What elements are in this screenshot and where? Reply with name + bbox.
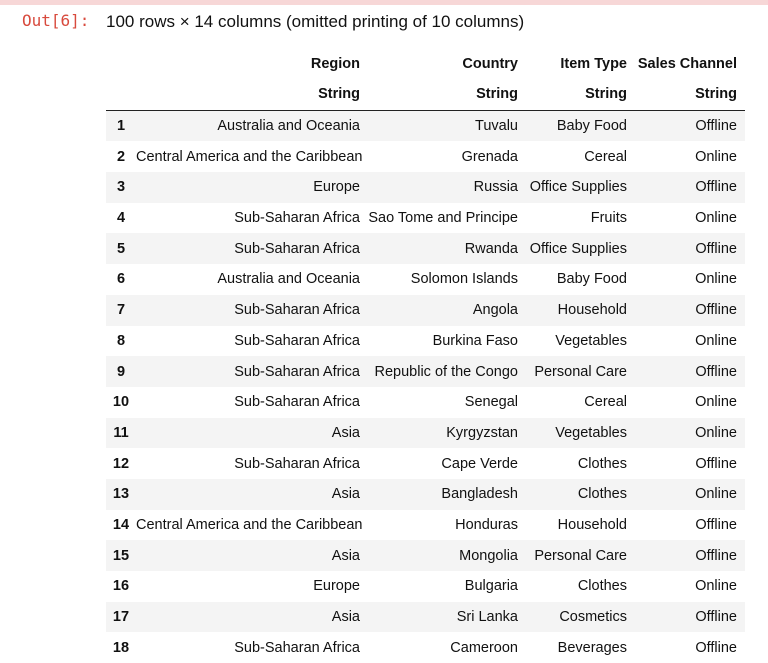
table-row <box>106 110 745 141</box>
cell-country: Solomon Islands <box>410 271 518 288</box>
table-row <box>106 571 745 602</box>
cell-item-type: Cosmetics <box>559 609 627 626</box>
table-row <box>106 418 745 449</box>
row-index: 11 <box>113 424 129 441</box>
cell-country: Sri Lanka <box>456 609 518 626</box>
cell-sales-channel: Offline <box>695 455 737 472</box>
cell-item-type: Cereal <box>584 394 627 411</box>
cell-item-type: Personal Care <box>534 547 627 564</box>
table-row <box>106 295 745 326</box>
cell-item-type: Personal Care <box>534 363 627 380</box>
cell-region: Asia <box>331 547 360 564</box>
cell-region: Asia <box>331 609 360 626</box>
cell-country: Russia <box>473 179 518 196</box>
cell-item-type: Household <box>557 302 627 319</box>
cell-item-type: Household <box>557 516 627 533</box>
type-country: String <box>368 79 526 110</box>
table-row <box>106 448 745 479</box>
cell-country: Sao Tome and Principe <box>368 210 518 227</box>
cell-sales-channel: Offline <box>695 302 737 319</box>
cell-country: Bulgaria <box>464 578 518 595</box>
row-index: 13 <box>112 486 130 503</box>
cell-country: Honduras <box>455 516 518 533</box>
cell-region: Europe <box>313 578 360 595</box>
type-item-type: String <box>526 79 635 110</box>
cell-item-type: Vegetables <box>555 424 627 441</box>
table-row <box>106 203 745 234</box>
row-index: 4 <box>116 210 126 227</box>
cell-country: Republic of the Congo <box>374 363 518 380</box>
cell-sales-channel: Offline <box>695 516 737 533</box>
table-row <box>106 233 745 264</box>
cell-item-type: Vegetables <box>555 332 627 349</box>
table-row <box>106 387 745 418</box>
cell-item-type: Beverages <box>557 639 627 656</box>
cell-sales-channel: Online <box>695 394 737 411</box>
row-index: 10 <box>112 394 130 411</box>
row-index: 2 <box>116 148 126 165</box>
header-country: Country <box>462 55 518 72</box>
type-sales-channel: String <box>635 79 745 110</box>
table-row <box>106 172 745 203</box>
row-index: 6 <box>116 271 126 288</box>
cell-region: Sub-Saharan Africa <box>234 210 360 227</box>
cell-sales-channel: Offline <box>695 609 737 626</box>
row-index: 3 <box>116 179 126 196</box>
cell-country: Mongolia <box>459 547 518 564</box>
cell-region: Sub-Saharan Africa <box>234 639 360 656</box>
cell-sales-channel: Online <box>695 424 737 441</box>
cell-item-type: Cereal <box>584 148 627 165</box>
table-row <box>106 510 745 541</box>
output-prompt: Out[6]: <box>22 11 90 30</box>
cell-region: Australia and Oceania <box>217 271 360 288</box>
row-index: 12 <box>112 455 130 472</box>
header-region: Region <box>310 55 360 72</box>
cell-country: Rwanda <box>464 240 518 257</box>
header-item-type: Item Type <box>560 55 627 72</box>
cell-sales-channel: Offline <box>695 179 737 196</box>
cell-item-type: Clothes <box>577 578 627 595</box>
cell-item-type: Baby Food <box>556 118 627 135</box>
cell-sales-channel: Online <box>695 486 737 503</box>
dataframe-table <box>106 48 745 663</box>
cell-sales-channel: Online <box>695 271 737 288</box>
dataframe-summary: 100 rows × 14 columns (omitted printing of 10 columns) <box>106 12 525 31</box>
cell-item-type: Clothes <box>577 486 627 503</box>
row-index: 15 <box>112 547 130 564</box>
header-row-names <box>106 48 745 79</box>
row-index: 14 <box>112 516 130 533</box>
cell-sales-channel: Offline <box>695 639 737 656</box>
table-row <box>106 479 745 510</box>
cell-region: Sub-Saharan Africa <box>234 394 360 411</box>
row-index: 16 <box>112 578 130 595</box>
cell-sales-channel: Offline <box>695 547 737 564</box>
table-row <box>106 264 745 295</box>
cell-country: Cameroon <box>450 639 518 656</box>
row-index: 17 <box>112 609 130 626</box>
table-row <box>106 540 745 571</box>
cell-item-type: Office Supplies <box>529 179 627 196</box>
cell-region: Europe <box>313 179 360 196</box>
cell-country: Bangladesh <box>441 486 518 503</box>
cell-sales-channel: Online <box>695 148 737 165</box>
cell-region: Central America and the Caribbean <box>136 516 363 533</box>
cell-sales-channel: Online <box>695 332 737 349</box>
row-index: 1 <box>116 118 126 135</box>
cell-region: Sub-Saharan Africa <box>234 332 360 349</box>
cell-item-type: Office Supplies <box>529 240 627 257</box>
cell-region: Asia <box>331 424 360 441</box>
cell-region: Australia and Oceania <box>217 118 360 135</box>
row-index: 7 <box>116 302 126 319</box>
table-row <box>106 141 745 172</box>
row-index: 8 <box>116 332 126 349</box>
cell-country: Burkina Faso <box>432 332 518 349</box>
cell-country: Kyrgyzstan <box>446 424 518 441</box>
cell-region: Sub-Saharan Africa <box>234 240 360 257</box>
cell-sales-channel: Offline <box>695 118 737 135</box>
table-row <box>106 356 745 387</box>
cell-region: Asia <box>331 486 360 503</box>
cell-item-type: Clothes <box>577 455 627 472</box>
cell-country: Cape Verde <box>441 455 518 472</box>
table-body <box>106 110 745 663</box>
row-index: 5 <box>116 240 126 257</box>
header-row-types <box>106 79 745 110</box>
cell-country: Senegal <box>464 394 518 411</box>
row-index: 9 <box>116 363 126 380</box>
cell-item-type: Fruits <box>590 210 627 227</box>
header-sales-channel: Sales Channel <box>637 55 737 72</box>
row-index: 18 <box>112 639 130 656</box>
header-index <box>106 48 136 79</box>
cell-region: Sub-Saharan Africa <box>234 455 360 472</box>
cell-item-type: Baby Food <box>556 271 627 288</box>
cell-country: Angola <box>472 302 518 319</box>
table-row <box>106 326 745 357</box>
table-row <box>106 602 745 633</box>
cell-sales-channel: Online <box>695 210 737 227</box>
cell-country: Tuvalu <box>475 118 518 135</box>
cell-country: Grenada <box>461 148 518 165</box>
cell-region: Sub-Saharan Africa <box>234 363 360 380</box>
type-index <box>106 79 136 110</box>
type-region: String <box>136 79 368 110</box>
cell-region: Central America and the Caribbean <box>136 148 363 165</box>
cell-sales-channel: Offline <box>695 240 737 257</box>
cell-sales-channel: Offline <box>695 363 737 380</box>
cell-top-border <box>0 0 768 5</box>
cell-region: Sub-Saharan Africa <box>234 302 360 319</box>
dataframe-table-container <box>106 48 746 663</box>
cell-sales-channel: Online <box>695 578 737 595</box>
